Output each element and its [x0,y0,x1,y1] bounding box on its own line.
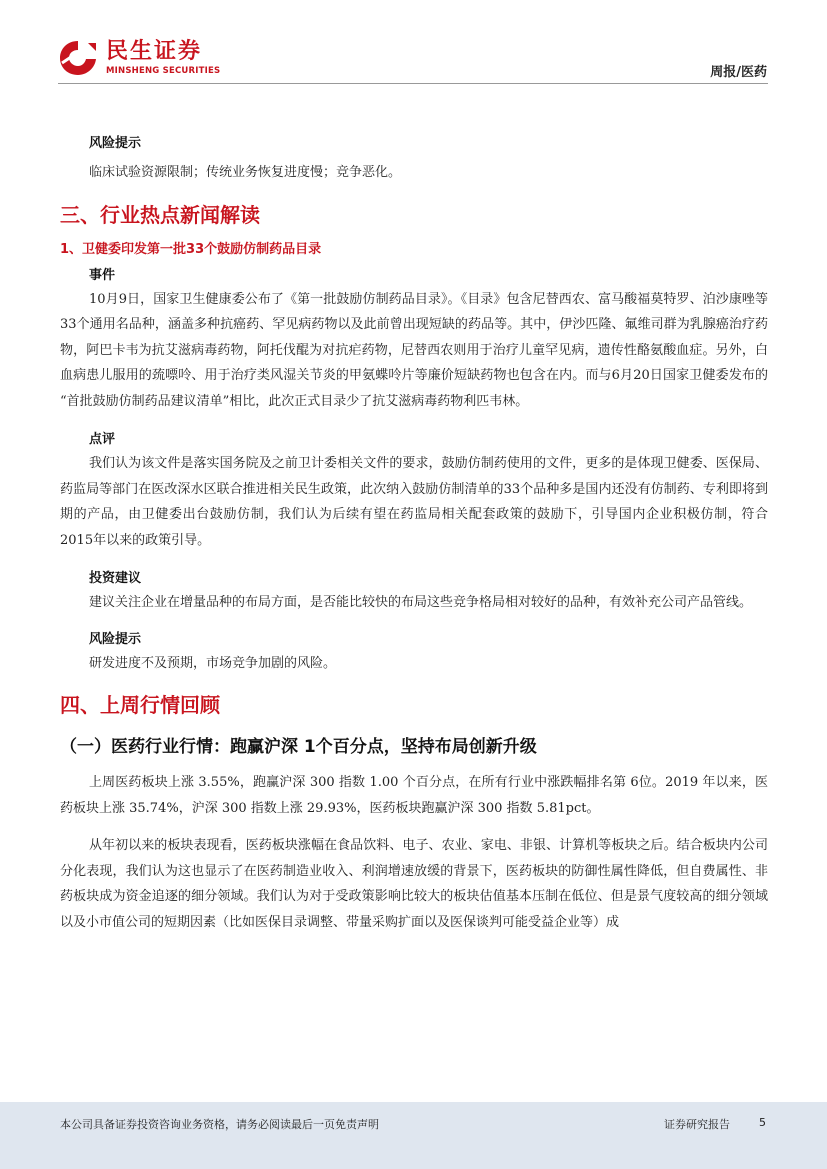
footer-disclaimer: 本公司具备证券投资咨询业务资格，请务必阅读最后一页免责声明 [60,1118,379,1131]
footer-doc-type: 证券研究报告 [664,1118,730,1131]
page-number: 5 [759,1116,766,1129]
minsheng-logo-icon [58,39,98,77]
news-item-1-title: 1、卫健委印发第一批33个鼓励仿制药品目录 [60,241,322,257]
risk-title-1: 风险提示 [89,136,142,151]
logo-text-en: MINSHENG SECURITIES [106,66,221,76]
risk-text-2: 研发进度不及预期，市场竞争加剧的风险。 [89,655,337,671]
section-4-title: 四、上周行情回顾 [60,693,220,717]
risk-title-2: 风险提示 [89,631,142,647]
page-footer [0,1102,827,1169]
event-text: 10月9日，国家卫生健康委公布了《第一批鼓励仿制药品目录》。《目录》包含尼替西农、富马酸福莫特罗、泊沙康唑等33个通用名品种，涵盖多种抗癌药、罕见病药物以及此前曾出现短缺的药品等。其中，伊沙匹隆、氟维司群为乳腺癌治疗药物，阿巴卡韦为抗艾滋病毒药物，阿托伐醌为对抗疟药物，尼替西农则用于治疗儿童罕见病，遗传性酪氨酸血症。另外，白血病患儿服用的巯嘌呤、用于治疗类风湿关节炎的甲氨蝶呤片等廉价短缺药物也包含在内。而与6月20日国家卫健委发布的 “首批鼓励仿制药品建议清单”相比，此次正式目录少了抗艾滋病毒药物利匹韦林。 [60,291,768,409]
comment-title: 点评 [89,432,116,447]
risk-text-1: 临床试验资源限制；传统业务恢复进度慢；竞争恶化。 [89,165,402,180]
section-3-title: 三、行业热点新闻解读 [60,202,260,227]
advice-text: 建议关注企业在增量品种的布局方面，是否能比较快的布局这些竞争格局相对较好的品种，有效补充公司产品管线。 [89,595,753,610]
market-para-1: 上周医药板块上涨 3.55%，跑赢沪深 300 指数 1.00 个百分点，在所有行业中涨跌幅排名第 6位。2019 年以来，医药板块上涨 35.74%，沪深 300 指数上涨 29.93%，医药板块跑赢沪深 300 指数 5.81pct。 [60,775,768,816]
header-divider [58,83,768,84]
page-header [0,0,827,86]
comment-text: 我们认为该文件是落实国务院及之前卫计委相关文件的要求，鼓励仿制药使用的文件，更多的是体现卫健委、医保局、药监局等部门在医改深水区联合推进相关民生政策，此次纳入鼓励仿制清单的33个品种多是国内还没有仿制药、专利即将到期的产品，由卫健委出台鼓励仿制，我们认为后续有望在药监局相关配套政策的鼓励下，引导国内企业积极仿制，符合 2015年以来的政策引导。 [60,456,768,548]
market-subsection-title: （一）医药行业行情：跑赢沪深 1个百分点，坚持布局创新升级 [60,737,537,757]
market-para-2: 从年初以来的板块表现看，医药板块涨幅在食品饮料、电子、农业、家电、非银、计算机等板块之后。结合板块内公司分化表现，我们认为这也显示了在医药制造业收入、利润增速放缓的背景下，医药板块的防御性属性降低，但自费属性、非药板块成为资金追逐的细分领域。我们认为对于受政策影响比较大的板块估值基本压制在低位、但是景气度较高的细分领域以及小市值公司的短期因素（比如医保目录调整、带量采购扩面以及医保谈判可能受益企业等）成 [60,838,768,930]
logo-text-cn: 民生证券 [106,39,203,64]
page-content [60,126,768,935]
report-type-label: 周报/医药 [710,65,767,80]
event-title: 事件 [89,267,116,283]
advice-title: 投资建议 [89,571,142,586]
